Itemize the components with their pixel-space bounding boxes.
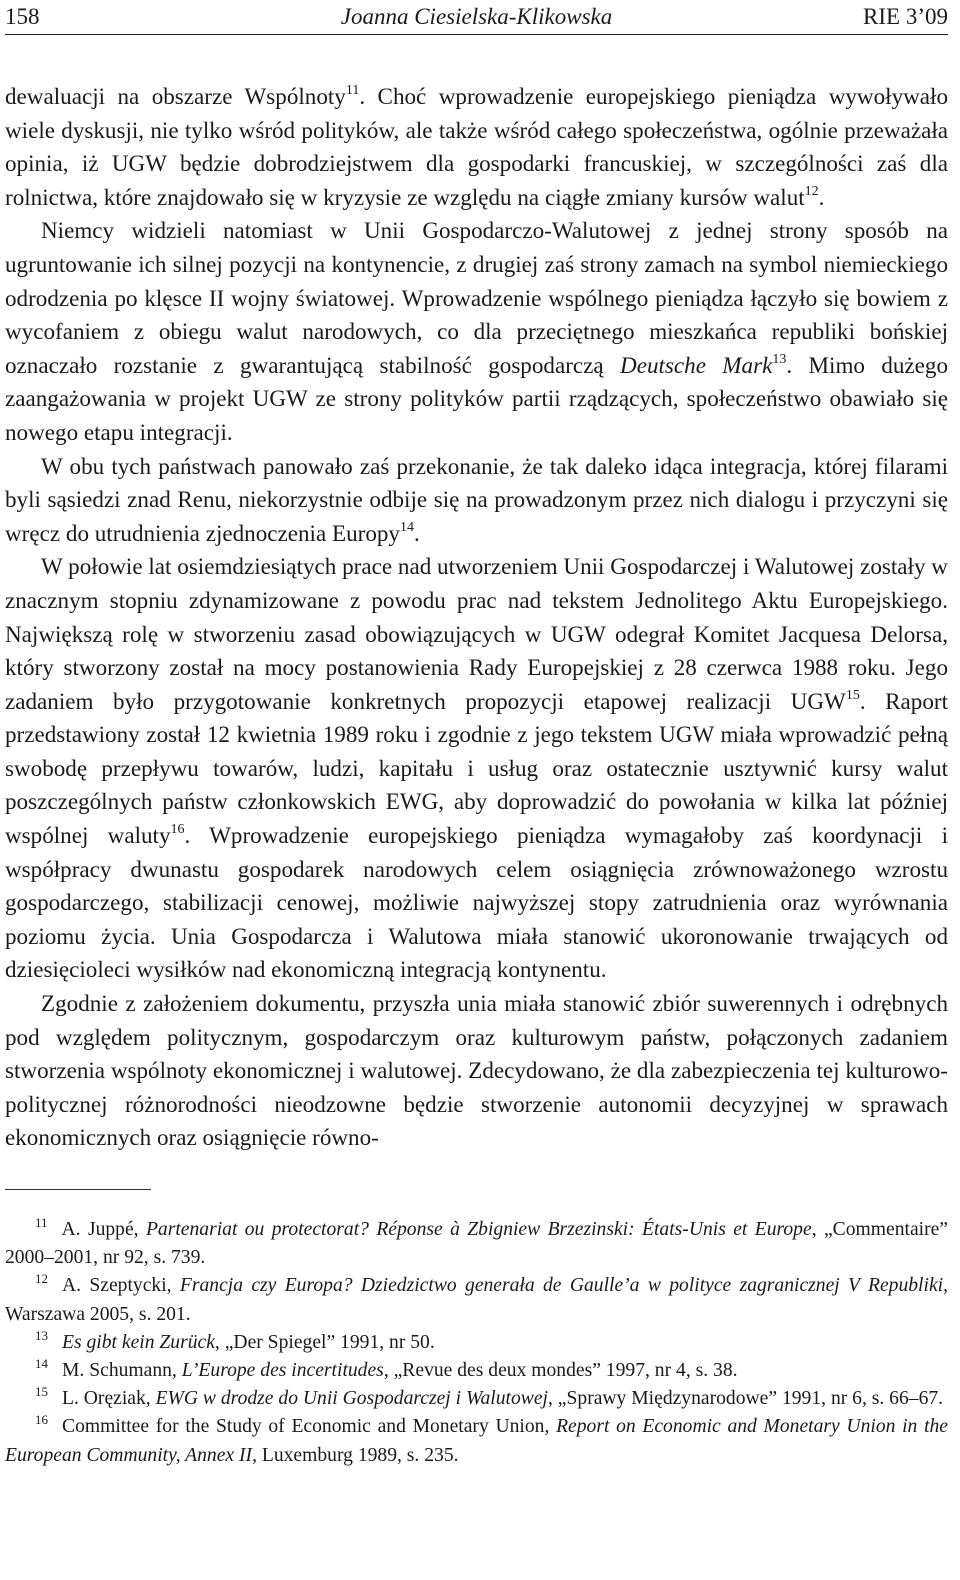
footnote: $^{14}$ M. Schumann, L’Europe des incertitudes, „Revue des deux mondes” 1997, nr 4, s. 38. <box>35 1356 738 1382</box>
footnote-number: 14 <box>35 1356 48 1372</box>
footnote-ref-13[interactable]: 13 <box>772 351 787 367</box>
footnote-number: 16 <box>35 1412 48 1428</box>
italic-term: Deutsche Mark <box>620 351 773 378</box>
paragraph-3: W obu tych państwach panowało zaś przekonanie, że tak daleko idąca integracja, której filarami byli sąsiedzi znad Renu, niekorzystnie odbije się na prowadzonym przez nich dialogu i przyczyni się wręcz do utrudnienia zjednoczenia Europy$^{14}$. <box>5 452 948 546</box>
footnote-number: 15 <box>35 1384 48 1400</box>
footnote-number: 11 <box>35 1215 48 1230</box>
footnote-number: 12 <box>35 1271 48 1287</box>
page-number: 158 <box>5 4 40 29</box>
paragraph-1: dewaluacji na obszarze Wspólnoty$^{11}$. Choć wprowadzenie europejskiego pieniądza wywoływało wiele dyskusji, nie tylko wśród polityków, ale także wśród całego społeczeństwa, ogólnie przeważała opinia, iż UGW będzie dobrodziejstwem dla gospodarki francuskiej, w szczególności zaś dla rolnictwa, które znajdowało się w kryzysie ze względu na ciągłe zmiany kursów walut$^{12}$. <box>5 83 949 210</box>
footnote: $^{12}$ A. Szeptycki, Francja czy Europa? Dziedzictwo generała de Gaulle’a w polityce zagranicznej V Republiki, Warszawa 2005, s. 201. <box>5 1271 948 1325</box>
footnote-separator <box>5 1189 151 1190</box>
footnote-ref-16[interactable]: 16 <box>170 822 185 838</box>
paragraph-5: Zgodnie z założeniem dokumentu, przyszła unia miała stanowić zbiór suwerennych i odrębnych pod względem politycznym, gospodarczym oraz kulturowym państw, połączonych zadaniem stworzenia wspólnoty ekonomicznej i walutowej. Zdecydowano, że dla zabezpieczenia tej kulturowo-politycznej różnorodności nieodzowne będzie stworzenie autonomii decyzyjnej w sprawach ekonomicznych oraz osiągnięcie równo- <box>5 990 948 1151</box>
footnote-number: 13 <box>35 1327 48 1343</box>
footnote-ref-14[interactable]: 14 <box>399 519 414 535</box>
footnote: $^{16}$ Committee for the Study of Economic and Monetary Union, Report on Economic and Monetary Union in the European Community, Annex II, Luxemburg 1989, s. 235. <box>5 1412 949 1466</box>
page <box>5 0 948 1470</box>
footnotes <box>5 1216 948 1470</box>
running-author: Joanna Ciesielska-Klikowska <box>340 4 613 29</box>
footnote-ref-15[interactable]: 15 <box>845 687 860 703</box>
paragraph-4: W połowie lat osiemdziesiątych prace nad utworzeniem Unii Gospodarczej i Walutowej zostały w znacznym stopniu zdynamizowane z powodu prac nad tekstem Jednolitego Aktu Europejskiego. Największą rolę w stworzeniu zasad obowiązujących w UGW odegrał Komitet Jacquesa Delorsa, który stworzony został na mocy postanowienia Rady Europejskiej z 28 czerwca 1988 roku. Jego zadaniem było przygotowanie konkretnych propozycji etapowej realizacji UGW$^{15}$. Raport przedstawiony został 12 kwietnia 1989 roku i zgodnie z jego tekstem UGW miała wprowadzić pełną swobodę przepływu towarów, ludzi, kapitału i usług oraz ostatecznie usztywnić kursy walut poszczególnych państw członkowskich EWG, aby doprowadzić do powołania w kilka lat później wspólnej waluty$^{16}$. Wprowadzenie europejskiego pieniądza wymagałoby zaś koordynacji i współpracy dwunastu gospodarek narodowych celem osiągnięcia zrównoważonego wzrostu gospodarczego, stabilizacji cenowej, możliwie najwyższej stopy zatrudnienia oraz wyrównania poziomu życia. Unia Gospodarcza i Walutowa miała stanowić ukoronowanie trwających od dziesięcioleci wysiłków nad ekonomiczną integracją kontynentu. <box>5 553 949 983</box>
footnote-ref-11[interactable]: 11 <box>345 83 360 98</box>
journal-issue: RIE 3’09 <box>863 4 948 29</box>
paragraph-2: Niemcy widzieli natomiast w Unii Gospodarczo-Walutowej z jednej strony sposób na ugruntowanie ich silnej pozycji na kontynencie, z drugiej zaś strony zamach na symbol niemieckiego odrodzenia po klęsce II wojny światowej. Wprowadzenie wspólnego pieniądza łączyło się bowiem z wycofaniem z obiegu walut narodowych, co dla przeciętnego mieszkańca republiki bońskiej oznaczało rozstanie z gwarantującą stabilność gospodarczą Deutsche Mark$^{13}$. Mimo dużego zaangażowania w projekt UGW ze strony polityków partii rządzących, społeczeństwo obawiało się nowego etapu integracji. <box>5 217 949 445</box>
footnote: $^{11}$ A. Juppé, Partenariat ou protectorat? Réponse à Zbigniew Brzezinski: États-Unis et Europe, „Commentaire” 2000–2001, nr 92, s. 739. <box>5 1215 948 1269</box>
body-text <box>5 80 948 1155</box>
footnote-ref-12[interactable]: 12 <box>804 183 819 199</box>
footnote: $^{15}$ L. Oręziak, EWG w drodze do Unii Gospodarczej i Walutowej, „Sprawy Międzynarodowe” 1991, nr 6, s. 66–67. <box>35 1384 944 1410</box>
running-header <box>5 0 948 35</box>
footnote: $^{13}$ Es gibt kein Zurück, „Der Spiegel” 1991, nr 50. <box>35 1327 435 1353</box>
